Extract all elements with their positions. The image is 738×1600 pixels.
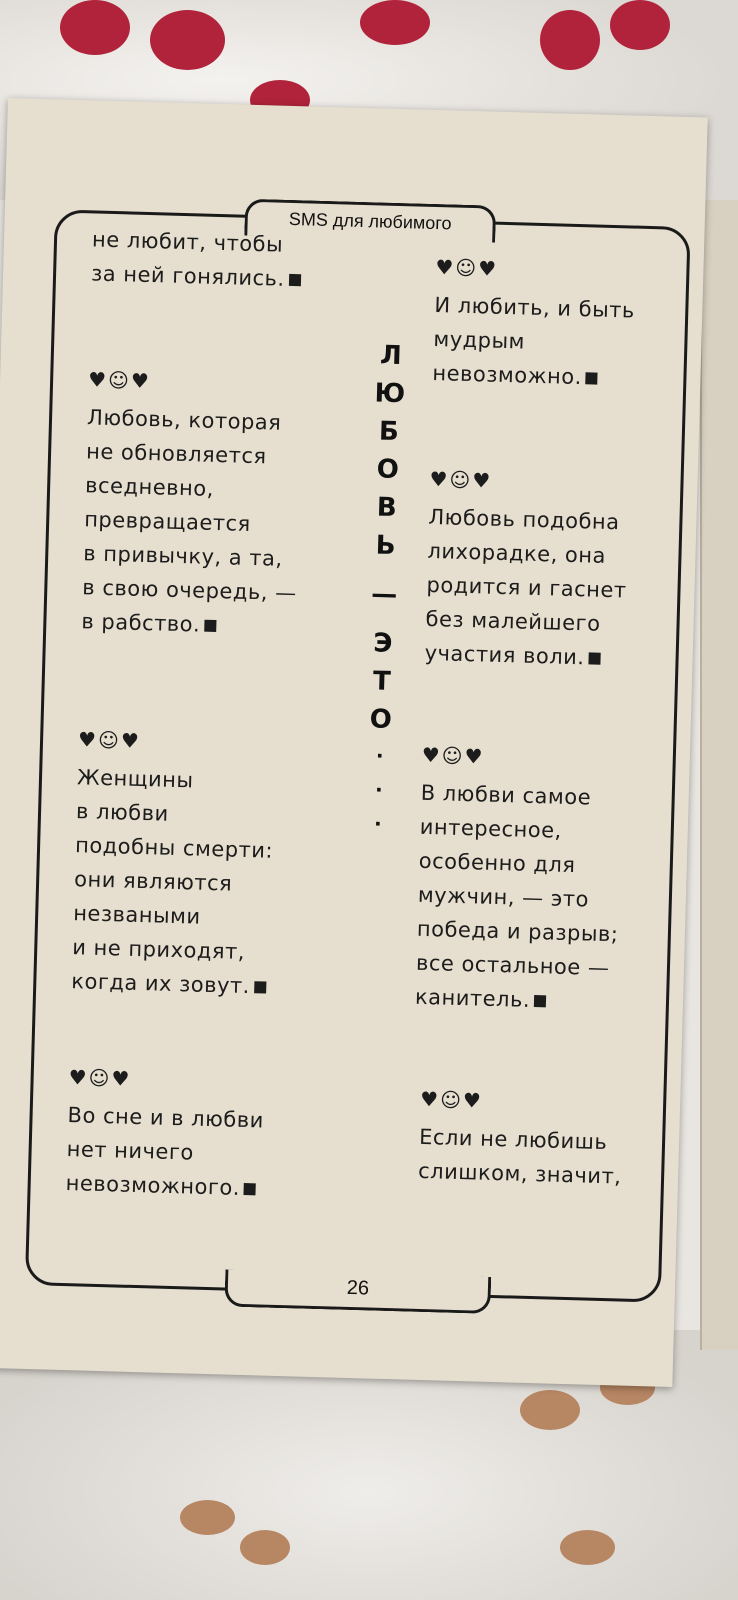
quote-line: Во сне и в любви — [67, 1103, 265, 1133]
quote-line: родится и гаснет — [426, 572, 627, 603]
quote-line: нет ничего — [66, 1137, 195, 1165]
quote-left-3 — [65, 1060, 265, 1205]
quote-line: в рабство. — [81, 604, 296, 644]
quote-line: и не приходят, — [71, 935, 246, 964]
quote-line: не любит, чтобы — [91, 227, 284, 257]
quote-line: мудрым — [433, 326, 526, 354]
title-letter: Б — [378, 416, 400, 448]
end-square-icon — [204, 620, 216, 632]
heart-smile-heart-icon: ♥☺♥ — [421, 742, 485, 769]
cherry-motif — [180, 1500, 235, 1535]
title-letter: Ь — [375, 530, 396, 561]
cherry-motif — [520, 1390, 580, 1430]
heart-smile-heart-icon: ♥☺♥ — [77, 727, 142, 753]
end-square-icon — [588, 652, 600, 664]
title-dot: · — [373, 811, 383, 836]
title-letter: О — [376, 454, 400, 486]
quote-line: участия воли. — [424, 636, 625, 676]
quote-left-1 — [81, 362, 303, 644]
quote-right-0 — [432, 250, 636, 396]
quote-line: В любви самое — [420, 780, 592, 810]
quote-line: Любовь, которая — [86, 405, 282, 435]
quote-line: Если не любишь — [418, 1124, 608, 1155]
end-square-icon — [586, 372, 598, 384]
quote-line: Любовь подобна — [428, 504, 620, 535]
cherry-motif — [540, 10, 600, 70]
quote-line: лихорадке, она — [427, 538, 607, 568]
quote-line: в любви — [75, 799, 170, 826]
quote-line: мужчин, — это — [417, 882, 590, 912]
title-letter: Л — [379, 340, 403, 372]
title-letter: Э — [372, 628, 393, 659]
heart-smile-heart-icon: ♥☺♥ — [87, 367, 152, 394]
quote-line: все остальное — — [415, 950, 610, 981]
header-title: SMS для любимого — [288, 208, 452, 234]
cherry-motif — [360, 0, 430, 45]
quote-line: превращается — [83, 507, 252, 536]
quote-line: невозможного. — [65, 1166, 262, 1205]
quote-line: подобны смерти: — [74, 833, 274, 863]
quote-line: незваными — [72, 901, 201, 929]
cherry-motif — [150, 10, 225, 70]
quote-right-3 — [418, 1082, 624, 1194]
end-square-icon — [534, 995, 546, 1007]
quote-line: без малейшего — [425, 606, 601, 636]
quote-line: интересное, — [419, 814, 563, 843]
end-square-icon — [254, 981, 266, 993]
heart-smile-heart-icon: ♥☺♥ — [68, 1065, 132, 1091]
title-dot: · — [375, 743, 384, 768]
quote-line: они являются — [73, 867, 233, 896]
title-letter: О — [369, 704, 393, 735]
quote-line: И любить, и быть — [434, 292, 636, 323]
title-letter: В — [376, 492, 398, 524]
cherry-motif — [240, 1530, 290, 1565]
quote-line: не обновляется — [85, 439, 267, 469]
cherry-motif — [560, 1530, 615, 1565]
quote-line: в свою очередь, — — [82, 575, 297, 606]
quote-line: канитель. — [415, 980, 617, 1020]
title-dash: — — [370, 579, 398, 611]
quote-left-2 — [71, 722, 277, 1003]
title-letter: Ю — [374, 378, 406, 410]
quote-right-2 — [415, 738, 624, 1020]
quote-line: вседневно, — [84, 473, 215, 501]
page-number: 26 — [346, 1276, 370, 1300]
title-letter: Т — [372, 666, 392, 697]
cherry-motif — [60, 0, 130, 55]
quote-line: в привычку, а та, — [82, 541, 283, 571]
quote-line: за ней гонялись. — [91, 256, 301, 296]
quote-line: победа и разрыв; — [416, 916, 619, 947]
title-dot: · — [374, 777, 383, 802]
end-square-icon — [288, 274, 300, 286]
heart-smile-heart-icon: ♥☺♥ — [429, 466, 493, 493]
quote-left-0 — [91, 222, 302, 296]
cherry-motif — [610, 0, 670, 50]
quote-right-1 — [424, 462, 630, 676]
quote-line: невозможно. — [432, 356, 633, 396]
book-page — [0, 98, 708, 1387]
page-footer — [224, 1270, 491, 1314]
heart-smile-heart-icon: ♥☺♥ — [419, 1086, 484, 1113]
quote-line: особенно для — [418, 848, 576, 878]
quote-line: слишком, значит, — [417, 1158, 622, 1189]
next-page-edge — [700, 200, 738, 1350]
heart-smile-heart-icon: ♥☺♥ — [435, 255, 499, 281]
end-square-icon — [244, 1183, 256, 1195]
quote-line: Женщины — [76, 765, 194, 793]
quote-line: когда их зовут. — [71, 964, 270, 1004]
